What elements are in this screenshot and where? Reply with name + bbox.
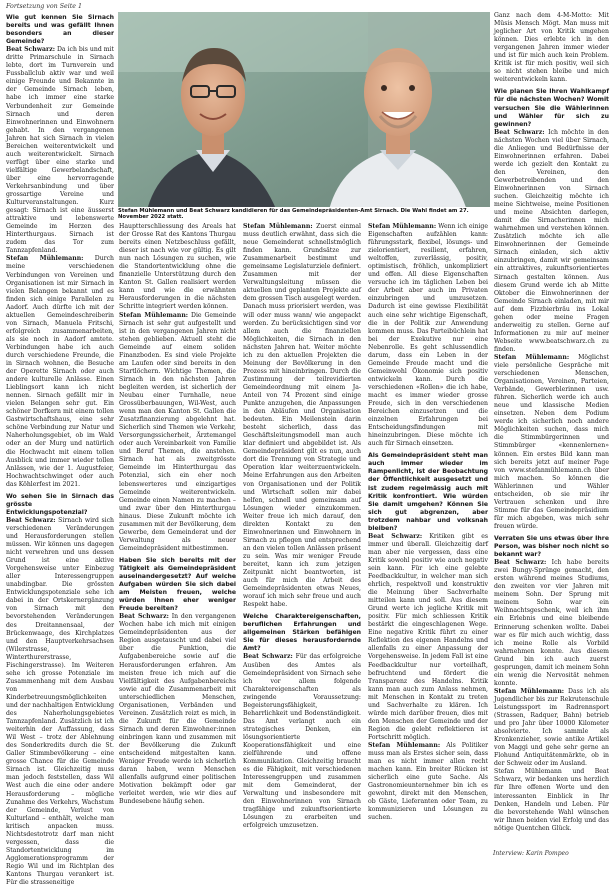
- question-5: Als Gemeindepräsident steht man auch immer wieder im Rampenlicht, ist der Beobachtung der Öffentlichkeit ausgesetzt und ist zudem regelmässig auch mit Kritik konfrontiert. Wie würden Sie damit umgehen? Können Sie sich gut abgrenzen, aber trotzdem nahbar und volksnah bleiben?: [368, 452, 488, 532]
- answer-5-stefan: [368, 742, 488, 822]
- speaker-name: Stefan Mühlemann:: [368, 223, 437, 230]
- answer-1-stefan: [6, 255, 114, 488]
- question-3: Haben Sie sich bereits mit der Tätigkeit als Gemeindepräsident auseinandergesetzt? Auf welche Aufgaben würden Sie sich dabei am Meisten freuen, welche würden Ihnen eher weniger Freude bereiten?: [119, 556, 236, 613]
- closing-paragraph: Stefan Mühlemann und Beat Schwarz, wir bedanken uns herzlich für Ihre offenen Worte und den interessanten Einblick in Ihr Denken, Handeln und Leben. Für die bevorstehende Wahl wünschen wir Ihnen beiden viel Erfolg und das nötige Quentchen Glück.: [494, 768, 609, 832]
- photo-caption: Stefan Mühlemann und Beat Schwarz kandidieren für das Gemeindepräsidenten-Amt Sirnach. Die Wahl findet am 27. November 2022 statt.: [118, 207, 490, 220]
- answer-7-beat: [494, 559, 609, 688]
- answer-2-beat: [6, 517, 114, 887]
- answer-text: Kritiken gibt es immer und überall. Gleichzeitig darf man aber nie vergessen, dass eine Kritik sowohl positiv wie auch negativ sein kann. Für ich eine gelebte Feedbackkultur, in welcher man sich ehrlich, respektvoll und konstruktiv die Meinung über Sachverhalte mitteilen kann und soll. Aus diesem Grund werte ich jegliche Kritik mit positiv. Für mich schliessen Kritik bestärkt die eingeschlagenen Wege. Eine negative Kritik führt zu einer Reflektion des eigenen Handelns und allenfalls zu einer Anpassung der Vorgehensweise. In jedem Fall ist eine Feedbackkultur nur vorteilhaft, befruchtend und fördert die Transparenz des Handelns. Kritik kann man auch zum Anlass nehmen, mit Menschen in Kontakt zu treten und Sachverhalte zu klären. Ich würde mich darüber freuen, dies mit den Menschen der Gemeinde und der Region die gelebt reflektieren ist Fortschritt möglich.: [368, 532, 488, 741]
- answer-text: Als Politiker muss man als Erstes sicher sein, dass man es nicht immer allen recht machen kann. Ein breiter Rücken ist sicherlich eine gute Sache. Als Gastronomieunternehmer bin ich es gewohnt, direkt mit den Menschen, ob Gäste, Lieferanten oder Team, zu kommunizieren und Lösungen zu suchen.: [368, 742, 489, 822]
- speaker-name: Stefan Mühlemann:: [494, 353, 570, 361]
- answer-3-stefan: [243, 223, 361, 609]
- answer-text: Möglichst viele persönliche Gespräche mit verschiedenen Menschen, Organisationen, Vereinen, Parteien, Verbände, Gewerblerinnen usw. führen. Sicherlich werde ich auch neue und klassische Medien einsetzen. Neben dem Podium werde ich sicherlich noch andere Möglichkeiten suchen, dass mich die Stimmbürgerinnen und Stimmbürger «kennenlernen» können. Ein erstes Bild kann man sich bereits jetzt auf meiner Page von www.stefanmühlemann.ch über mich machen. So können die Wählerinnen und Wähler entscheiden, ob sie mir ihr Vertrauen schenken und ihre Stimme für das Gemeindepräsidium für mich abgeben, was mich sehr freuen würde.: [494, 353, 609, 530]
- column-1: [6, 14, 114, 887]
- column-3: [243, 223, 361, 860]
- speaker-name: Stefan Mühlemann:: [494, 687, 565, 695]
- question-2: Wo sehen Sie in Sirnach das grösste Entwicklungspotenzial?: [6, 492, 114, 516]
- speaker-name: Stefan Mühlemann:: [368, 742, 441, 749]
- question-7: Verraten Sie uns etwas über Ihre Person, was bisher noch nicht so bekannt war?: [494, 535, 609, 559]
- answer-text: Dass ich als Jugendlicher bis zur Rekrutenschule Leistungssport im Radrennsport (Strassen, Radquer, Bahn) betrieb und pro Jahr über 10000 Kilometer absolvierte. Ich sammle als Kronkenzieher, sowie antike Artikel von Maggi und gehe sehr gerne an Flohund Antiquitätenmärkte, ob in der Schweiz oder im Ausland.: [494, 687, 609, 768]
- column-4: [368, 223, 488, 860]
- candidates-photo: [118, 12, 490, 214]
- candidates-photo-image: [118, 12, 490, 214]
- column-2: [119, 223, 236, 860]
- answer-2-stefan: [119, 312, 236, 553]
- speaker-name: Beat Schwarz:: [243, 653, 293, 661]
- question-4: Welche Charaktereigenschaften, beruflichen Erfahrungen und allgemeinen Stärken befähigen Sie für dieses herausfordernde Amt?: [243, 613, 361, 653]
- continuation-label: Fortsetzung von Seite 1: [6, 3, 83, 10]
- answer-text: Da ich bis und mit dritte Primarschule in Sirnach lebte, dort im Turnverein und Fussballclub aktiv war und weil einige Freunde und Bekannte in der Gemeinde Sirnach leben, habe ich immer eine starke Verbundenheit zur Gemeinde Sirnach und deren Einwohnerinnen und Einwohnern gehabt. In den vergangenen Jahren hat sich Sirnach in vielen Bereichen weiterentwickelt und auch weiterentwickelt. Sirnach verfügt über eine starke und vielfältige Gewerbelandschaft, über eine hervorragende Verkehrsanbindung und über grossartige Vereine und Kulturveranstaltungen. Kurz gesagt: Sirnach ist eine äusserst attraktive und lebenswerte Gemeinde im Herzen des Hinterthurgaus. Sirnach ist zudem das Tor zum Tannzapfenland.: [6, 46, 114, 255]
- answer-text: Wenn ich einige Eigenschaften aufzählen kann: führungsstark, flexibel, lösungs- und zielorientiert, resilient, erfahren, weltoffen, zuverlässig, positiv, optimistisch, fröhlich, unkompliziert und offen. All diese Eigenschaften versuche ich im täglichen Leben bei der Arbeit aber auch im Privaten einzubringen und umzusetzen. Dadurch ist eine gewisse Flexibilität auch eine sehr wichtige Eigenschaft, die in der Politik zur Anwendung kommen muss. Das Parteibüchlein hat bei der Exekutive nur eine Nebenrolle. Es geht schlussendlich darum, dass ein Leben in der Gemeinde Freude macht und die Gemeinwohl Ökonomie sich positiv entwickeln kann. Durch die verschiedenen «Rollen» die ich habe, macht es immer wieder grosse Freude, sich in den verschiedenen Bereichen einzusetzen und die einzelnen Erfahrungen bei Entscheidungsfindungen mit hineinzubringen. Diese möchte ich auch für Sirnach einsetzen.: [368, 223, 489, 448]
- answer-text: Zuerst einmal muss deutlich erwähnt, dass sich die neue Gemeinderat schnellstmöglich finden kann. Grundsätze zur Zusammenarbeit bestimmt und gemeinsame Legislaturziele definiert. Zusammen mit der Verwaltungsleitung müssen die aktuellen und geplanten Projekte auf dem grossen Tisch ausgelegt werden. Danach muss priorisiert werden, was will oder muss wann/ wie angepackt werden. Zu berücksichtigen sind vor allem auch die finanziellen Möglichkeiten, die Sirnach in den nächsten Jahren hat. Weiter möchte ich zu den aktuellen Projekten die Meinung der Bevölkerung in den Prozess mit hineinbringen. Durch die Zustimmung der teilrevidierten Gemeindeordnung mit einem Ja-Anteil von 74 Prozent sind einige Punkte anzugehen, die Anpassungen in den Abläufen und Organisation bedeuten. Ein Meilenstein darin besteht sicherlich, dass das Geschäftsleitungsmodell man auch klar definiert und abgebildet ist. Als Gemeindepräsident gilt es nun, auch dort die Trennung von Strategie und Operation klar weiterzuentwickeln. Meine Erfahrungen aus den Arbeiten von Organisationen und der Politik und Wirtschaft sollen mir dabei helfen, schnell und gemeinsam auf Lösungen wieder einzukommen. Weiter freue ich mich darauf, den direkten Kontakt zu den Einwohnerinnen und Einwohnern in Sirnach zu pflegen und entsprechend an den vielen tollen Anlässen präsent zu sein. Was mir weniger Freude bereitet, kann ich zum jetzigen Zeitpunkt nicht beantworten, ist auch für mich die Arbeit des Gemeindepräsidenten etwas Neues, worauf ich mich sehr freue und auch Respekt habe.: [243, 223, 361, 609]
- answer-text: Durch meine verschiedenen Verbindungen von Vereinen und Organisationen ist mir Sirnach in vielen Belangen bekannt und es finden sich einige Parallelen zu Aadorf. Auch dürfte ich mit der aktuellen Gemeindeschreiberin von Sirnach, Manuela Fritschi, erfolgreich zusammenarbeiten, als sie noch in Aadorf amtete. Verbindungen habe ich auch durch verschiedene Freunde, die in Sirnach wohnen, die Besuche der Operette Sirnach oder auch andere kulturelle Anlässe. Einen Lieblingsort kann ich nicht nennen. Sirnach gefällt mir in vielen Belangen sehr gut. Ein schöner Dorfkern mit einem tollen Gastwirtschaftshaus, eine sehr schöne Verbindung zur Natur und Naherholungsgebiet, ob im Wald oder an der Murg und natürlich die Hochwacht mit einem tollen Ausblick und immer wieder tollen Anlässen, wie der 1. Augustfeier, Hochwachtschwinget oder auch das Köhlerfest im 2021.: [6, 255, 114, 488]
- answer-text: Sirnach wird sich verschiedenen Veränderungen und Herausforderungen stellen müssen. Wir können uns dagegen nicht verwehren und uns dessen Grund ist eine aktive Vorgehensweise unter Einbezug aller Interessengruppen unabdingbar. Die grössten Entwicklungspotenziale sehe ich dabei in der Ortskernergänzung von Sirnach mit den bevorstehenden Veränderungen des Dreitannensaal, der Brückenwaage, des Kirchplatzes und den Hauptverkehrsachsen (Wilerstrasse, Winterthurerstrasse, Fischingerstrasse). Im Weiteren sehe ich grosse Potenziale im Zusammenhang mit dem Ausbau von Kinderbetreuungsmöglichkeiten und der nachhaltigen Entwicklung des Naherholungsgebietes Tannzapfenland. Zusätzlich ist ich weiterhin der Auffassung, dass Wil West – trotz der Ablehnung des Sonderkredits durch die St. Galler Stimmbevölkerung – eine grosse Chance für die Gemeinde Sirnach ist. Gleichzeitig muss man jedoch feststellen, dass Wil West auch die eine oder andere Herausforderung – mögliche Zunahme des Verkehrs, Wachstum der Gemeinde, Verlust von Kulturland – enthält, welche man kritisch anpacken muss. Nichtsdestotrotz darf man nicht vergessen, dass die Standortentwicklung im Agglomerationsprogramm der Regio Wil und im Richtplan des Kantons Thurgau verankert ist. Für die strasseneitige: [6, 516, 114, 887]
- speaker-name: Beat Schwarz:: [6, 46, 55, 54]
- answer-text: In den vergangenen Wochen habe ich mich mit einigen Gemeindepräsidenten aus der Region ausgetauscht und dabei viel über die Funktion, die Aufgabenbereiche sowie auf die Herausforderungen erfahren. Am meisten freue ich mich auf die Vielfältigkeit des Aufgabenbereichs sowie auf die Zusammenarbeit mit unterschiedlichen Menschen, Organisationen, Verbänden und Vereinen. Zusätzlich reizt es mich, in die Zukunft für die Gemeinde Sirnach und deren Einwohner:innen einbringen kann und zusammen mit der Bevölkerung die Zukunft entscheidend mitgestalten kann. Weniger Freude werde ich sicherlich daran haben, wenn Menschen allenfalls aufgrund einer politischen Motivation bekämpft oder gar verleitet werden, wie wir dies auf Bundesebene häufig sehen.: [119, 613, 236, 806]
- answer-1-beat: [6, 46, 114, 255]
- answer-5-beat: [368, 533, 488, 742]
- answer-text: Ich habe bereits zwei Bungy-Sprünge gemacht, den ersten während meines Studiums, den zweiten vor vier Jahren mit meinem Sohn. Der Sprung mit meinem Sohn war ein Weihnachtsgeschenk, weil ich ihm ein Erlebnis und eine bleibende Erinnerung schenken wollte. Dabei war es für mich auch wichtig, dass ich meine Rolle als Vorbild wahrnehmen konnte. Aus diesem Grund bin ich auch zuerst gesprungen, damit ich meinem Sohn ein wenig die Nervosität nehmen konnte.: [494, 559, 609, 687]
- answer-text: Ich möchte in den nächsten Wochen viel über Sirnach, die Anliegen und Bedürfnisse der Einwohnerinnen erfahren. Dabei werde ich gezielt den Kontakt zu den Vereinen, den Gewerbetreibenden und den Einwohnerinnen von Sirnach suchen. Gleichzeitig möchte ich meine Sichtweise, meine Positionen und meine Absichten darlegen, damit die Sirnacherinnen mich wahrnehmen und verstehen können. Zusätzlich möchte ich alle Einwohnerinnen der Gemeinde Sirnach einladen, sich aktiv einzubringen, damit wir gemeinsam ein attraktives, zukunftsorientiertes Sirnach gestalten können. Aus diesem Grund werde ich ab Mitte Oktober die Einwohnerinnen der Gemeinde Sirnach einladen, mit mir auf dem Fizzbierbräu ins Lokal gehen oder meine Fragen anderweitig zu stellen. Gerne auf Informationen zu mir auf meiner Webseite www.beatschwarz.ch zu finden.: [494, 128, 609, 353]
- answer-6-stefan: [494, 354, 609, 531]
- speaker-name: Beat Schwarz:: [494, 128, 545, 136]
- answer-3-beat: [119, 613, 236, 806]
- speaker-name: Stefan Mühlemann:: [119, 311, 189, 319]
- answer-4-stefan: [368, 223, 488, 448]
- answer-6-beat: [494, 129, 609, 354]
- answer-text: Für das erfolgreiche Ausüben des Amtes als Gemeindepräsident von Sirnach sehe ich vor allem folgende Charaktereigenschaften als zwingende Voraussetzung: Begeisterungsfähigkeit, Beharrlichkeit und Bodenständigkeit. Das Amt verlangt auch ein strategisches Denken, ein lösungsorientierte Kooperationsfähigkeit und eine zielführende und offene Kommunikation. Gleichzeitig braucht es die Fähigkeit, mit verschiedenen Interessengruppen und zusammen mit dem Gemeinderat, der Verwaltung und insbesondere mit den Einwohnerinnen von Sirnach tragfähige und zukunftsorientierte Lösungen zu erarbeiten und erfolgreich umzusetzen.: [243, 653, 362, 830]
- speaker-name: Beat Schwarz:: [494, 559, 547, 567]
- column-5: [494, 12, 609, 846]
- answer-7-stefan: [494, 688, 609, 768]
- speaker-name: Stefan Mühlemann:: [6, 255, 84, 263]
- speaker-name: Beat Schwarz:: [368, 532, 423, 540]
- answer-4-beat: [243, 653, 361, 830]
- speaker-name: Beat Schwarz:: [6, 516, 56, 524]
- paragraph-continued: Hauptterschliessung des Areals hat der Grosse Rat des Kantons Thurgau bereits einen Netzbeschluss gefällt, dieser ist nach wie vor gültig. Es gilt nun nach Lösungen zu suchen, wie die Standortentwicklung ohne die finanzielle Unterstützung durch den Kanton St. Gallen realisiert werden kann und wie die erwähnten Herausforderungen in die nächsten Schritte integriert werden können.: [119, 223, 236, 311]
- speaker-name: Stefan Mühlemann:: [243, 223, 313, 230]
- question-6: Wie planen Sie Ihren Wahlkampf für die nächsten Wochen? Womit versuchen Sie die Wählerinnen und Wähler für sich zu gewinnen?: [494, 88, 609, 128]
- interview-credit: Interview: Karin Pompeo: [493, 850, 569, 857]
- paragraph-continued: Ganz nach dem 4-M-Motto: Mit Müsis Mensch Mögt. Man muss mit jeglicher Art von Kritik umgehen können. Dies erlebte ich in den vergangenen Jahren immer wieder und ist für mich auch kein Problem. Kritik ist für mich positiv, weil sich so nicht stehen bleibe und mich weiterentwickeln kann.: [494, 12, 609, 84]
- speaker-name: Beat Schwarz:: [119, 613, 169, 621]
- question-1: Wie gut kennen Sie Sirnach bereits und was gefällt Ihnen besonders an dieser Gemeinde?: [6, 14, 114, 46]
- answer-text: Die Gemeinde Sirnach ist sehr gut aufgestellt und ist in den vergangenen Jahren nicht stehen geblieben. Aktuell steht die Gemeinde auf einem soliden Finanzboden. Es sind viele Projekte am Laufen oder sind bereits in den Startlöchern. Wichtige Themen, die Sirnach in den nächsten Jahren begleiten werden, ist sicherlich der Neubau einer Turnhalle, neue Grossüberbauungen, Wil-West, auch wenn man den Kanton St. Gallen die Zusatzfinanzierung abgelehnt hat. Sicherlich sind Themen wie Verkehr, Versorgungssicherheit, Ärztemangel oder auch Vereinbarkeit von Familie und Beruf Themen, die anstehen. Sirnach hat als zweitgrösste Gemeinde im Hinterthurgau das Potenzial, sich ein eher noch lebenswerteres und einzigartiges Gemeinde weiterentwickeln. Gemeinde einen Namen zu machen – und zwar über den Hinterthurgau hinaus. Diese Zukunft möchte ich zusammen mit der Bevölkerung, dem Gewerbe, dem Gemeinderat und der Verwaltung als neuer Gemeindepräsident mitbestimmen.: [119, 311, 236, 552]
